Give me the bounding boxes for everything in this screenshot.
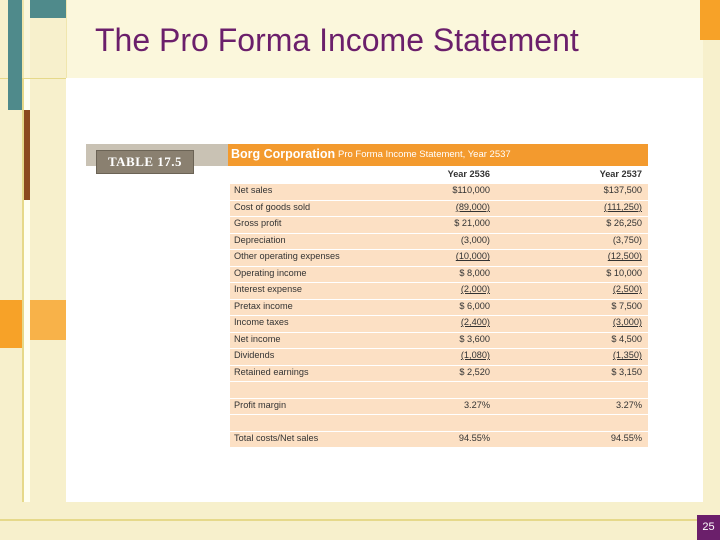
row-value-year1: $ 8,000 [459, 267, 490, 278]
row-value-year1: (2,000) [460, 284, 490, 295]
column-header-row [230, 168, 648, 183]
row-value-year2: $ 26,250 [606, 218, 642, 229]
table-badge: TABLE 17.5 [96, 150, 194, 174]
company-name: Borg Corporation [231, 147, 336, 161]
frame-left-stripe-2 [30, 0, 66, 540]
row-label: Other operating expenses [234, 251, 340, 262]
table-subtitle: Pro Forma Income Statement, Year 2537 [338, 149, 511, 160]
row-value-year2: $ 4,500 [611, 333, 642, 344]
table-row [230, 300, 648, 315]
table-spacer-row [230, 415, 648, 430]
row-label: Net income [234, 333, 281, 344]
row-label: Gross profit [234, 218, 282, 229]
income-statement-table [86, 144, 648, 446]
row-value-year1: (3,000) [460, 234, 490, 245]
table-row [230, 201, 648, 216]
frame-brown-bar [24, 110, 30, 200]
row-value-year1: (89,000) [455, 201, 490, 212]
table-row [230, 234, 648, 249]
frame-teal-bar [8, 0, 22, 110]
row-value-year2: (3,000) [612, 317, 642, 328]
row-value-year2: $ 10,000 [606, 267, 642, 278]
frame-orange-top-right [700, 0, 720, 40]
row-label: Cost of goods sold [234, 201, 311, 212]
table-row [230, 366, 648, 381]
row-label: Net sales [234, 185, 273, 196]
table-row [230, 399, 648, 414]
page-number: 25 [697, 515, 720, 540]
table-body [230, 168, 648, 448]
frame-bottom-line [0, 519, 697, 521]
row-value-year1: 3.27% [463, 399, 490, 410]
frame-teal-bar-2 [30, 0, 66, 18]
frame-orange-left [0, 300, 22, 348]
table-row [230, 217, 648, 232]
table-spacer-row [230, 382, 648, 397]
row-value-year1: (10,000) [455, 251, 490, 262]
row-label: Depreciation [234, 234, 286, 245]
row-value-year2: (111,250) [604, 201, 642, 212]
row-value-year2: $ 7,500 [611, 300, 642, 311]
table-row [230, 283, 648, 298]
table-header-bar [228, 144, 648, 166]
slide-title: The Pro Forma Income Statement [95, 22, 579, 58]
column-header-year1: Year 2536 [447, 169, 490, 179]
row-label: Retained earnings [234, 366, 309, 377]
row-label: Dividends [234, 350, 275, 361]
row-label: Interest expense [234, 284, 302, 295]
row-label: Pretax income [234, 300, 293, 311]
frame-orange-left-2 [30, 300, 66, 340]
table-row [230, 316, 648, 331]
row-value-year2: (12,500) [607, 251, 642, 262]
table-row [230, 349, 648, 364]
row-value-year1: $ 2,520 [459, 366, 490, 377]
frame-right-stripe [703, 0, 720, 540]
row-value-year2: (1,350) [612, 350, 642, 361]
frame-bottom-band [0, 502, 720, 540]
row-value-year2: 3.27% [615, 399, 642, 410]
row-label: Operating income [234, 267, 307, 278]
row-value-year1: $ 3,600 [459, 333, 490, 344]
frame-left-line [22, 0, 24, 540]
row-value-year2: 94.55% [610, 432, 642, 443]
row-value-year1: 94.55% [458, 432, 490, 443]
column-header-year2: Year 2537 [599, 169, 642, 179]
row-value-year1: $ 21,000 [454, 218, 490, 229]
table-row [230, 184, 648, 199]
table-row [230, 267, 648, 282]
row-label: Profit margin [234, 399, 287, 410]
table-row [230, 250, 648, 265]
row-value-year1: (2,400) [460, 317, 490, 328]
row-value-year1: (1,080) [460, 350, 490, 361]
row-value-year2: (3,750) [612, 234, 642, 245]
row-label: Total costs/Net sales [234, 432, 319, 443]
row-value-year1: $110,000 [452, 185, 490, 196]
row-value-year2: (2,500) [612, 284, 642, 295]
row-value-year1: $ 6,000 [459, 300, 490, 311]
table-row [230, 333, 648, 348]
table-row [230, 432, 648, 447]
row-value-year2: $ 3,150 [611, 366, 642, 377]
row-label: Income taxes [234, 317, 289, 328]
row-value-year2: $137,500 [603, 185, 642, 196]
